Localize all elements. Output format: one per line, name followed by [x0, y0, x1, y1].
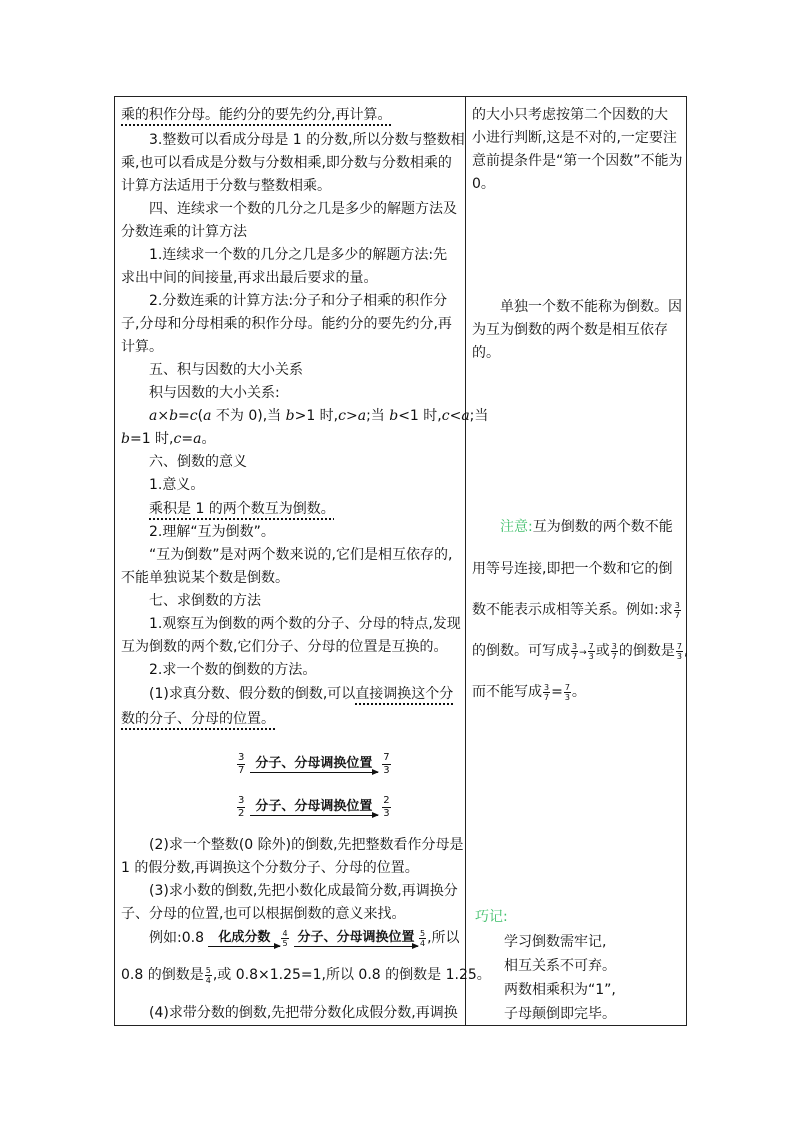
fraction: $\frac{3}{7}$: [238, 752, 245, 776]
section-heading: 四、连续求一个数的几分之几是多少的解题方法及: [149, 201, 457, 217]
formula-text: b: [389, 408, 399, 424]
text-line: 乘的积作分母。能约分的要先约分,再计算。: [121, 107, 392, 123]
formula-text: c>a: [338, 408, 367, 424]
note-line: 0。: [472, 176, 495, 192]
note-line: 的大小只考虑按第二个因数的大: [472, 107, 668, 123]
text-segment: 而不能写成: [472, 684, 542, 700]
text-segment: 互为倒数的两个数不能: [532, 519, 673, 535]
text-line: 互为倒数的两个数,它们分子、分母的位置是互换的。: [121, 639, 448, 655]
text-line: (4)求带分数的倒数,先把带分数化成假分数,再调换: [149, 1005, 458, 1021]
formula-text: c=a: [173, 431, 202, 447]
section-heading: 分数连乘的计算方法: [121, 224, 247, 240]
section-heading: 五、积与因数的大小关系: [149, 362, 303, 378]
fraction: $\frac{7}{3}$: [383, 752, 390, 776]
text-line: 计算方法适用于分数与整数相乘。: [121, 178, 331, 194]
text-segment: ,: [683, 643, 689, 659]
formula-line: [121, 406, 488, 426]
note-line: 用等号连接,即把一个数和它的倒: [472, 561, 673, 577]
note-line: 的。: [472, 345, 500, 361]
note-line: 意前提条件是“第一个因数”不能为: [472, 153, 683, 169]
arrow-icon: 分子、分母调换位置: [294, 930, 418, 947]
formula-text: a: [203, 408, 212, 424]
formula-text: 。: [201, 431, 216, 447]
example-line: [121, 928, 460, 948]
text-line: 2.理解“互为倒数”。: [149, 524, 275, 540]
note-label: 注意:: [500, 519, 533, 535]
formula-text: ;当: [366, 408, 390, 424]
emphasis-text: 直接调换这个分: [355, 686, 454, 702]
arrow-icon: 分子、分母调换位置: [250, 799, 378, 816]
mnemonic-line: 子母颠倒即完毕。: [504, 1006, 616, 1022]
text-line: 1.意义。: [149, 477, 205, 493]
text-segment: →: [579, 648, 587, 658]
text-segment: 。: [571, 684, 586, 700]
formula-text: <1 时,: [398, 408, 442, 424]
mnemonic-line: 两数相乘积为“1”,: [504, 982, 616, 998]
fraction: $\frac{7}{3}$: [564, 682, 570, 702]
text-line: 1.观察互为倒数的两个数的分子、分母的特点,发现: [149, 616, 461, 632]
content-table: [114, 96, 687, 1026]
formula-text: =1 时,: [129, 431, 174, 447]
fraction: $\frac{3}{7}$: [611, 641, 617, 661]
text-line: [121, 965, 491, 985]
text-line: (3)求小数的倒数,先把小数化成最简分数,再调换分: [149, 883, 458, 899]
formula-text: b: [285, 408, 295, 424]
text-line: 不能单独说某个数是倒数。: [121, 570, 289, 586]
fraction: $\frac{5}{4}$: [419, 928, 426, 948]
note-line: 小进行判断,这是不对的,一定要注: [472, 130, 677, 146]
text-segment: 的倒数是: [618, 643, 675, 659]
text-line: 1.连续求一个数的几分之几是多少的解题方法:先: [149, 247, 448, 263]
text-line: (2)求一个整数(0 除外)的倒数,先把整数看作分母是: [149, 837, 464, 853]
section-heading: 七、求倒数的方法: [149, 593, 261, 609]
text-line: 求出中间的间接量,再求出最后要求的量。: [121, 270, 378, 286]
arrow-icon: 分子、分母调换位置: [250, 756, 378, 773]
fraction: $\frac{3}{7}$: [674, 600, 680, 620]
text-line: 2.分数连乘的计算方法:分子和分子相乘的积作分: [149, 293, 448, 309]
formula-text: (: [197, 408, 204, 424]
swap-diagram: [237, 795, 391, 820]
text-line: 积与因数的大小关系:: [149, 385, 280, 401]
mnemonic-line: 相互关系不可弃。: [504, 958, 616, 974]
text-line: 2.求一个数的倒数的方法。: [149, 662, 317, 678]
text-segment: 的倒数。可写成: [472, 643, 570, 659]
text-segment: ,所以: [427, 930, 460, 946]
text-segment: 数不能表示成相等关系。例如:求: [472, 602, 673, 618]
fraction: $\frac{5}{4}$: [205, 965, 211, 985]
text-line: “互为倒数”是对两个数来说的,它们是相互依存的,: [149, 547, 453, 563]
text-segment: (1)求真分数、假分数的倒数,可以: [149, 686, 356, 702]
section-heading: 六、倒数的意义: [149, 454, 247, 470]
fraction: $\frac{3}{2}$: [238, 795, 245, 819]
column-divider: [465, 97, 466, 1025]
arrow-icon: 化成分数: [208, 930, 280, 947]
formula-text: >1 时,: [294, 408, 339, 424]
tip-label: 巧记:: [475, 909, 508, 925]
text-line: 乘,也可以看成是分数与分数相乘,即分数与分数相乘的: [121, 155, 452, 171]
note-line: 单独一个数不能称为倒数。因: [500, 299, 682, 315]
fraction: $\frac{2}{3}$: [383, 795, 390, 819]
note-line: [472, 641, 688, 663]
text-line: 子、分母的位置,也可以根据倒数的意义来找。: [121, 906, 406, 922]
text-segment: 例如:0.8: [149, 930, 204, 946]
text-line: 计算。: [121, 339, 163, 355]
formula-text: b: [121, 431, 130, 447]
text-segment: =: [551, 684, 563, 700]
formula-text: a×b=c: [149, 408, 198, 424]
text-segment: ,或 0.8×1.25=1,所以 0.8 的倒数是 1.25。: [212, 967, 491, 983]
note-line: 为互为倒数的两个数是相互依存: [472, 322, 668, 338]
text-line: [121, 684, 453, 704]
swap-diagram: [237, 752, 391, 777]
note-line: [472, 682, 586, 702]
formula-text: 不为 0),当: [211, 408, 286, 424]
fraction: $\frac{7}{3}$: [588, 641, 594, 661]
text-line: 子,分母和分母相乘的积作分母。能约分的要先约分,再: [121, 316, 452, 332]
definition-line: 乘积是 1 的两个数互为倒数。: [149, 501, 335, 517]
note-line: [472, 517, 673, 537]
text-segment: 或: [595, 643, 610, 659]
formula-line: [121, 429, 215, 449]
fraction: $\frac{3}{7}$: [544, 682, 550, 702]
text-line: 3.整数可以看成分母是 1 的分数,所以分数与整数相: [149, 132, 465, 148]
emphasis-text: 数的分子、分母的位置。: [121, 711, 275, 727]
fraction: $\frac{3}{7}$: [572, 641, 578, 661]
formula-text: c<a: [441, 408, 470, 424]
mnemonic-line: 学习倒数需牢记,: [504, 934, 607, 950]
fraction: $\frac{7}{3}$: [676, 641, 682, 661]
note-line: [472, 600, 682, 620]
text-line: 1 的假分数,再调换这个分数分子、分母的位置。: [121, 860, 419, 876]
fraction: $\frac{4}{5}$: [282, 928, 288, 948]
formula-text: ;当: [469, 408, 489, 424]
text-segment: 0.8 的倒数是: [121, 967, 204, 983]
